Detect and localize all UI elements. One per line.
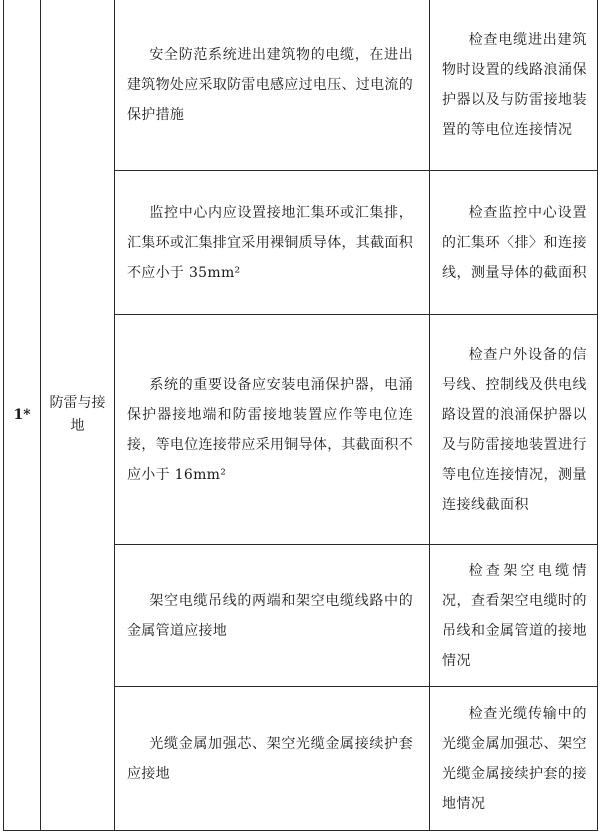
requirement-cell — [115, 545, 430, 687]
method-text: 检查监控中心设置的汇集环〈排〉和连接线，测量导体的截面积 — [442, 204, 587, 281]
item-number: 1* — [4, 0, 41, 831]
requirement-cell — [115, 0, 430, 171]
method-text: 检查架空电缆情况，查看架空电缆时的吊线和金属管道的接地情况 — [442, 562, 587, 669]
method-cell — [430, 171, 598, 315]
method-text: 检查户外设备的信号线、控制线及供电线路设置的浪涌保护器以及与防雷接地装置进行等电位连接情况，测量连接线截面积 — [442, 346, 587, 513]
requirement-text: 架空电缆吊线的两端和架空电缆线路中的金属管道应接地 — [127, 592, 413, 639]
method-text: 检查电缆进出建筑物时设置的线路浪涌保护器以及与防雷接地装置的等电位连接情况 — [442, 31, 587, 138]
requirement-cell — [115, 171, 430, 315]
requirement-text: 光缆金属加强芯、架空光缆金属接续护套应接地 — [127, 735, 413, 782]
requirement-text: 安全防范系统进出建筑物的电缆，在进出建筑物处应采取防雷电感应过电压、过电流的保护措施 — [127, 46, 413, 123]
method-cell — [430, 0, 598, 171]
requirement-text: 监控中心内应设置接地汇集环或汇集排，汇集环或汇集排宜采用裸铜质导体，其截面积不应小于 35mm² — [127, 204, 413, 281]
method-text: 检查光缆传输中的光缆金属加强芯、架空光缆金属接续护套的接地情况 — [442, 705, 587, 812]
requirement-cell — [115, 687, 430, 831]
method-cell — [430, 687, 598, 831]
method-cell — [430, 315, 598, 545]
table-row — [4, 0, 598, 171]
inspection-table — [3, 0, 598, 831]
requirement-cell — [115, 315, 430, 545]
method-cell — [430, 545, 598, 687]
requirement-text: 系统的重要设备应安装电涌保护器，电涌保护器接地端和防雷接地装置应作等电位连接，等电位连接带应采用铜导体，其截面积不应小于 16mm² — [127, 376, 413, 483]
category-label: 防雷与接地 — [41, 0, 115, 831]
